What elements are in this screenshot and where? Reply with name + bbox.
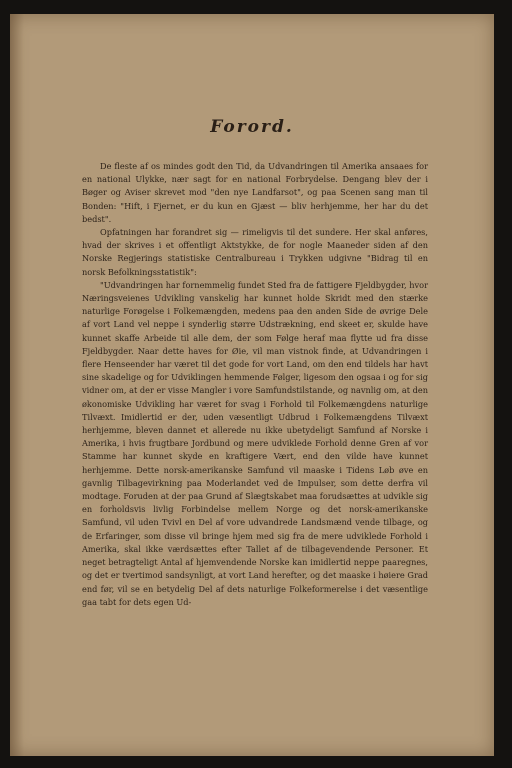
paragraph: Opfatningen har forandret sig — rimeligvis til det sundere. Her skal anføres, hvad der skrives i et offentligt Aktstykke, de for nogle Maaneder siden af den Norske Regjerings statistiske Centralbureau i Trykken udgivne "Bidrag til en norsk Befolkningsstatistik": [82, 227, 428, 277]
page-title: Forord. [210, 117, 294, 137]
paragraph: De fleste af os mindes godt den Tid, da Udvandringen til Amerika ansaaes for en national Ulykke, nær sagt for en national Forbrydelse. Dengang blev der i Bøger og Aviser skrevet mod "den nye Landfarsot", og paa Scenen sang man til Bonden: "Hift, i Fjernet, er du kun en Gjæst — bliv herhjemme, her har du det bedst". [82, 161, 428, 224]
book-page [10, 14, 494, 756]
quoted-paragraph: "Udvandringen har fornemmelig fundet Sted fra de fattigere Fjeldbygder, hvor Næringsveienes Udvikling vanskelig har kunnet holde Skridt med den stærke naturlige Forøgelse i Folkemængden, medens paa den anden Side de øvrige Dele af vort Land vel neppe i synderlig større Udstrækning, end skeet er, skulde have kunnet skaffe Arbeide til alle dem, der som Følge heraf maa flytte ud fra disse Fjeldbygder. Naar dette haves for Øie, vil man vistnok finde, at Udvandringen i flere Henseender har været til det gode for vort Land, om den end tildels har havt sine skadelige og for Udviklingen hemmende Følger, ligesom den ogsaa i og for sig vidner om, at der er visse Mangler i vore Samfundstilstande, og navnlig om, at den økonomiske Udvikling har været for svag i Forhold til Folkemængdens naturlige Tilvæxt. Imidlertid er der, uden væsentligt Udbrud i Folkemængdens Tilvæxt herhjemme, bleven dannet et allerede nu ikke ubetydeligt Samfund af Norske i Amerika, i hvis frugtbare Jordbund og mere udviklede Forhold denne Gren af vor Stamme har kunnet skyde en kraftigere Vært, end den vilde have kunnet herhjemme. Dette norsk-amerikanske Samfund vil maaske i Tidens Løb øve en gavnlig Tilbagevirkning paa Moderlandet ved de Impulser, som dette derfra vil modtage. Foruden at der paa Grund af Slægtskabet maa forudsættes at udvikle sig en forholdsvis livlig Forbindelse mellem Norge og det norsk-amerikanske Samfund, vil uden Tvivl en Del af vore udvandrede Landsmænd vende tilbage, og de Erfaringer, som disse vil bringe hjem med sig fra de mere udviklede Forhold i Amerika, skal ikke værdsættes efter Tallet af de tilbagevendende Personer. Et neget betragteligt Antal af hjemvendende Norske kan imidlertid neppe paaregnes, og det er tvertimod sandsynligt, at vort Land herefter, og det maaske i høiere Grad end før, vil se en betydelig Del af dets naturlige Folkeformerelse i det væsentlige gaa tabt for dets egen Ud- [82, 279, 428, 607]
body-text [82, 160, 428, 609]
